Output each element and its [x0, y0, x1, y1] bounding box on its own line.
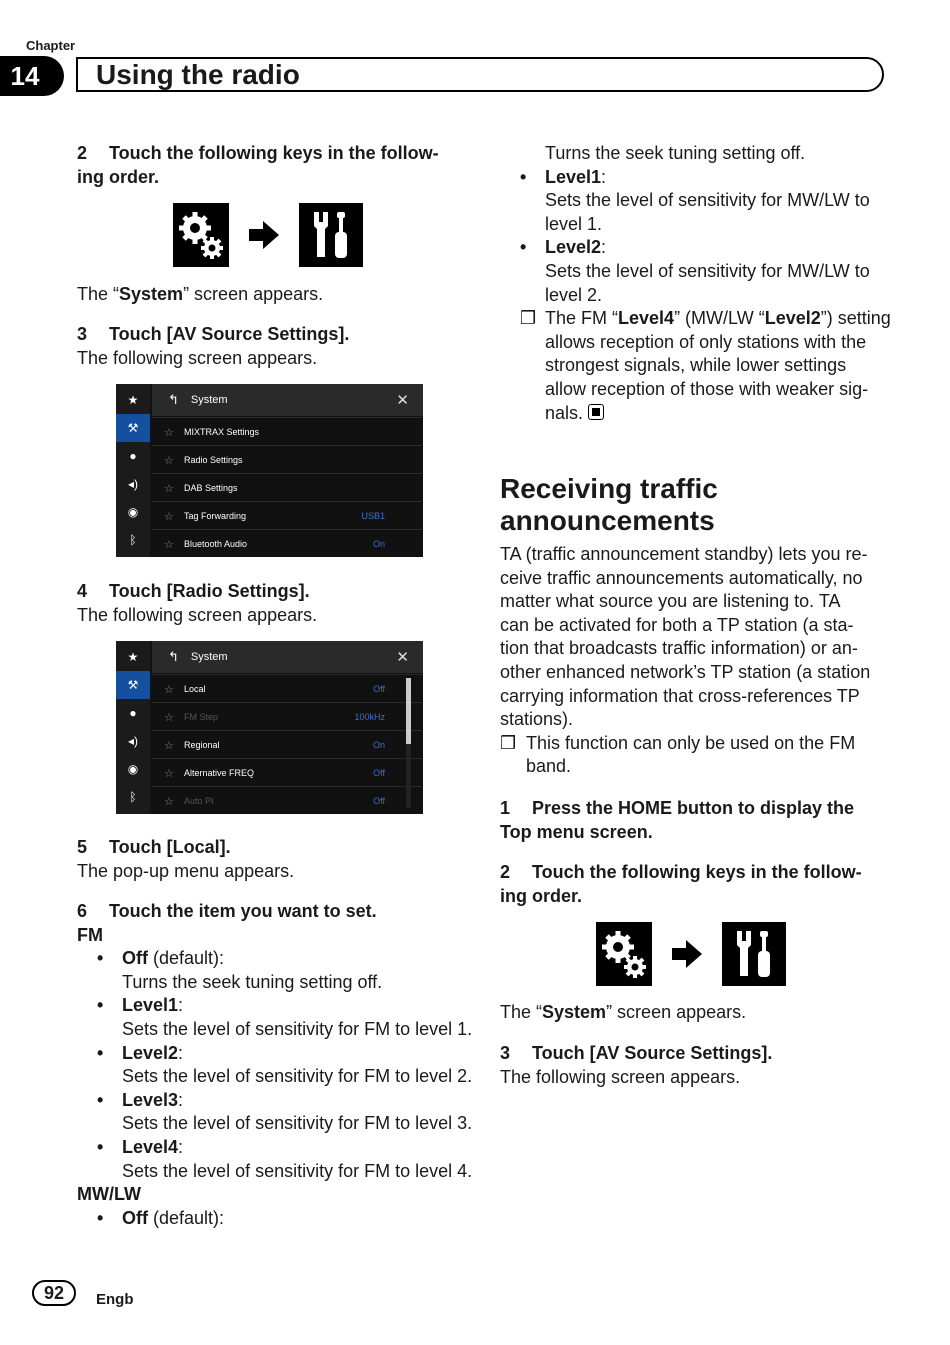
- paragraph-line: tion that broadcasts traffic information) or an-: [500, 638, 858, 659]
- screen-row: ☆ MIXTRAX Settings: [152, 417, 423, 446]
- step-heading: 4 Touch [Radio Settings].: [77, 581, 310, 601]
- star-icon: ☆: [164, 739, 174, 752]
- list-item: • Level3:: [97, 1089, 184, 1110]
- screen-title: System: [190, 394, 228, 406]
- screen-row: ☆ Regional On: [152, 730, 423, 759]
- gear-icon: [596, 922, 652, 986]
- section-title: [500, 473, 718, 537]
- note-line: nals.: [500, 402, 900, 426]
- left-column: [77, 142, 467, 189]
- chapter-title: Using the radio: [96, 59, 300, 90]
- star-icon: ★: [127, 650, 139, 664]
- scrollbar-thumb: [406, 678, 411, 744]
- chapter-label: Chapter: [26, 38, 76, 53]
- list-item: • Off (default):: [97, 948, 225, 969]
- screen-sidebar: [116, 384, 150, 557]
- language-code: Engb: [96, 1291, 134, 1308]
- chapter-number: 14: [0, 56, 64, 96]
- paragraph-line: carrying information that cross-references TP: [500, 685, 860, 706]
- section-title-line: Receiving traffic: [500, 473, 718, 504]
- list-item: • Level2:: [97, 1042, 184, 1063]
- stop-icon: [588, 404, 604, 420]
- screen-row: ☆ Radio Settings: [152, 445, 423, 474]
- list-item-desc: Sets the level of sensitivity for FM to level 1.: [122, 1018, 473, 1039]
- section-title-line: announcements: [500, 505, 715, 536]
- list-item: • Level4:: [97, 1136, 184, 1157]
- star-icon: ☆: [164, 454, 174, 467]
- note-checkbox-icon: ❒: [500, 732, 517, 753]
- list-item: • Off (default):: [97, 1207, 225, 1228]
- screen-row: ☆ Auto PI Off: [152, 786, 423, 815]
- note-line: allows reception of only stations with the: [545, 331, 867, 352]
- paragraph-line: can be activated for both a TP station (a sta-: [500, 614, 854, 635]
- back-icon: ↰: [168, 392, 179, 407]
- note-line: strongest signals, while lower settings: [545, 355, 847, 376]
- step-heading: 3 Touch [AV Source Settings].: [500, 1043, 773, 1063]
- paragraph-line: TA (traffic announcement standby) lets you re-: [500, 544, 868, 564]
- step-description: The pop-up menu appears.: [77, 860, 295, 881]
- key-sequence: [173, 203, 363, 267]
- list-item-desc: level 2.: [545, 284, 603, 305]
- screen-header: [152, 641, 423, 673]
- note-line: band.: [526, 756, 572, 777]
- screen-title: System: [190, 651, 228, 663]
- star-icon: ☆: [164, 711, 174, 724]
- star-icon: ☆: [164, 510, 174, 523]
- list-item-desc: Sets the level of sensitivity for FM to level 2.: [122, 1066, 473, 1087]
- back-icon: ↰: [168, 649, 179, 664]
- note: ❒ This function can only be used on the FM: [500, 732, 920, 756]
- step-description: The following screen appears.: [77, 604, 318, 625]
- step-heading: 6 Touch the item you want to set.: [77, 901, 377, 921]
- bluetooth-icon: ᛒ: [129, 533, 137, 547]
- paragraph-line: ceive traffic announcements automatically, no: [500, 567, 863, 588]
- list-item-desc: level 1.: [545, 213, 603, 234]
- gear-icon: [173, 203, 229, 267]
- arrow-right-icon: [249, 221, 279, 249]
- tools-icon: ⚒: [116, 671, 150, 699]
- screen-row: ☆ Alternative FREQ Off: [152, 758, 423, 787]
- step-heading: 2 Touch the following keys in the follow-: [77, 143, 439, 163]
- tools-icon: ⚒: [116, 414, 150, 442]
- note-line: allow reception of those with weaker sig-: [545, 378, 869, 399]
- speaker-icon: ◂): [127, 477, 139, 491]
- screen-row: ☆ DAB Settings: [152, 473, 423, 502]
- star-icon: ★: [127, 393, 139, 407]
- note: ❒ The FM “Level4” (MW/LW “Level2”) setting: [500, 307, 900, 331]
- step-heading-cont: ing order.: [500, 885, 583, 906]
- paragraph-line: other enhanced network’s TP station (a station: [500, 661, 871, 682]
- star-icon: ☆: [164, 426, 174, 439]
- star-icon: ☆: [164, 767, 174, 780]
- tools-icon: [299, 203, 363, 267]
- step-heading: 2 Touch the following keys in the follow-: [500, 862, 862, 882]
- list-item: • Level1:: [97, 995, 184, 1016]
- screen-sidebar: [116, 641, 150, 814]
- radio-settings-screen: [116, 641, 423, 814]
- right-column: [500, 142, 900, 425]
- screen-row: ☆ Tag Forwarding USB1: [152, 501, 423, 530]
- list-item-desc: Turns the seek tuning setting off.: [545, 143, 806, 163]
- star-icon: ☆: [164, 683, 174, 696]
- step-heading: 3 Touch [AV Source Settings].: [77, 324, 350, 344]
- camera-icon: ●: [129, 706, 137, 720]
- note-checkbox-icon: ❒: [520, 308, 537, 329]
- camera-icon: ●: [129, 449, 137, 463]
- list-item-desc: Sets the level of sensitivity for MW/LW to: [545, 260, 870, 281]
- key-sequence: [596, 922, 786, 986]
- star-icon: ☆: [164, 538, 174, 551]
- close-icon: ✕: [396, 392, 409, 409]
- screen-row: ☆ FM Step 100kHz: [152, 702, 423, 731]
- list-item-desc: Sets the level of sensitivity for FM to level 3.: [122, 1113, 473, 1134]
- list-item: • Level2:: [520, 237, 607, 258]
- system-screen-note: The “System” screen appears.: [77, 284, 324, 304]
- av-source-settings-screen: [116, 384, 423, 557]
- close-icon: ✕: [396, 649, 409, 666]
- step-description: The following screen appears.: [500, 1066, 741, 1087]
- step-heading-cont: ing order.: [77, 166, 160, 187]
- page-number: 92: [32, 1280, 76, 1306]
- scrollbar: [406, 678, 411, 808]
- step-heading-cont: Top menu screen.: [500, 821, 653, 842]
- star-icon: ☆: [164, 482, 174, 495]
- paragraph-line: stations).: [500, 709, 574, 730]
- disc-icon: ◉: [127, 762, 139, 776]
- paragraph-line: matter what source you are listening to. TA: [500, 591, 841, 612]
- list-item-desc: Sets the level of sensitivity for MW/LW to: [545, 190, 870, 211]
- step-description: The following screen appears.: [77, 347, 318, 368]
- disc-icon: ◉: [127, 505, 139, 519]
- screen-row: ☆ Bluetooth Audio On: [152, 529, 423, 558]
- screen-row: ☆ Local Off: [152, 674, 423, 703]
- step-heading: 5 Touch [Local].: [77, 837, 231, 857]
- step-heading: 1 Press the HOME button to display the: [500, 798, 855, 818]
- mwlw-heading: MW/LW: [77, 1184, 141, 1205]
- fm-heading: FM: [77, 924, 103, 945]
- system-screen-note: The “System” screen appears.: [500, 1002, 747, 1022]
- list-item: • Level1:: [520, 166, 607, 187]
- bluetooth-icon: ᛒ: [129, 790, 137, 804]
- list-item-desc: Turns the seek tuning setting off.: [122, 971, 383, 992]
- tools-icon: [722, 922, 786, 986]
- star-icon: ☆: [164, 795, 174, 808]
- screen-header: [152, 384, 423, 416]
- speaker-icon: ◂): [127, 734, 139, 748]
- arrow-right-icon: [672, 940, 702, 968]
- list-item-desc: Sets the level of sensitivity for FM to level 4.: [122, 1160, 473, 1181]
